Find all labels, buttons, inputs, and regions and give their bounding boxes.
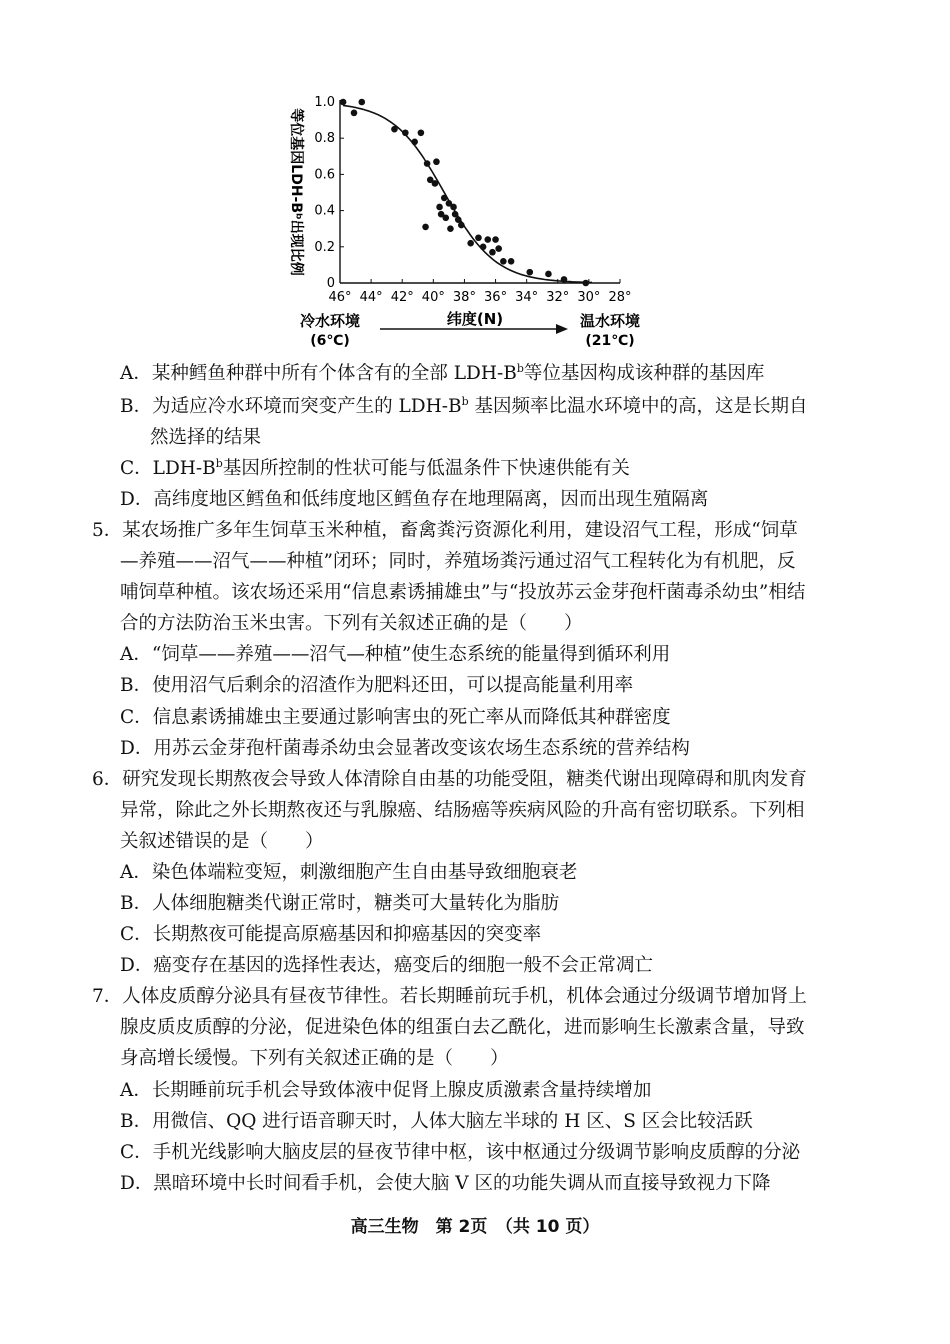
data-point — [458, 222, 465, 229]
data-point — [358, 99, 365, 106]
data-point — [391, 126, 398, 133]
chart-svg — [280, 88, 660, 353]
x-tick-label: 36° — [484, 290, 508, 305]
q6-stem-3: 关叙述错误的是（ ） — [120, 831, 324, 852]
right-env-label: 温水环境 — [579, 312, 641, 330]
y-tick-label: 0.6 — [314, 167, 335, 183]
data-point — [442, 215, 449, 222]
q5-stem-2: —养殖——沼气——种植”闭环；同时，养殖场粪污通过沼气工程转化为有机肥，反 — [120, 551, 796, 572]
left-env-temp: (6℃) — [310, 333, 350, 349]
data-point — [480, 244, 487, 251]
q6-option-a: A．染色体端粒变短，刺激细胞产生自由基导致细胞衰老 — [120, 862, 578, 883]
q4-option-b-cont: 然选择的结果 — [150, 427, 262, 448]
q5-stem-3: 哺饲草种植。该农场还采用“信息素诱捕雄虫”与“投放苏云金芽孢杆菌毒杀幼虫”相结 — [120, 582, 806, 603]
q6-option-c: C．长期熬夜可能提高原癌基因和抑癌基因的突变率 — [120, 924, 542, 945]
q7-stem-3: 身高增长缓慢。下列有关叙述正确的是（ ） — [120, 1048, 509, 1069]
data-point — [424, 160, 431, 167]
data-point — [450, 204, 457, 211]
data-point — [545, 271, 552, 278]
chart-ticks — [314, 95, 631, 305]
data-point — [492, 236, 499, 243]
q7-stem-1: 7．人体皮质醇分泌具有昼夜节律性。若长期睡前玩手机，机体会通过分级调节增加肾上 — [92, 986, 807, 1007]
x-tick-label: 32° — [546, 290, 570, 305]
q5-option-d: D．用苏云金芽孢杆菌毒杀幼虫会显著改变该农场生态系统的营养结构 — [120, 738, 690, 759]
q7-option-b: B．用微信、QQ 进行语音聊天时，人体大脑左半球的 H 区、S 区会比较活跃 — [120, 1111, 753, 1132]
q7-stem-2: 腺皮质皮质醇的分泌，促进染色体的组蛋白去乙酰化，进而影响生长激素含量，导致 — [120, 1017, 805, 1038]
data-point — [561, 276, 568, 283]
data-point — [495, 245, 502, 252]
data-point — [475, 234, 482, 241]
data-points — [340, 99, 589, 287]
data-point — [418, 129, 425, 136]
y-axis-label: 等位基因LDH-Bᵇ出现比例 — [288, 108, 304, 276]
y-tick-label: 1.0 — [314, 95, 335, 110]
arrow-head — [556, 324, 568, 334]
data-point — [411, 139, 418, 146]
q7-option-a: A．长期睡前玩手机会导致体液中促肾上腺皮质激素含量持续增加 — [120, 1080, 652, 1101]
right-env-temp: (21℃) — [585, 333, 635, 349]
latitude-allele-chart — [280, 88, 660, 353]
data-point — [433, 158, 440, 165]
x-tick-label: 28° — [608, 290, 632, 305]
q6-stem-1: 6．研究发现长期熬夜会导致人体清除自由基的功能受阻，糖类代谢出现障碍和肌肉发育 — [92, 769, 807, 790]
q7-option-c: C．手机光线影响大脑皮层的昼夜节律中枢，该中枢通过分级调节影响皮质醇的分泌 — [120, 1142, 801, 1163]
q5-stem-4: 合的方法防治玉米虫害。下列有关叙述正确的是（ ） — [120, 613, 583, 634]
data-point — [526, 269, 533, 276]
x-axis-label: 纬度(N) — [446, 310, 504, 328]
x-tick-label: 40° — [421, 290, 445, 305]
q7-option-d: D．黑暗环境中长时间看手机，会使大脑 V 区的功能失调从而直接导致视力下降 — [120, 1173, 771, 1194]
x-tick-label: 42° — [390, 290, 414, 305]
q5-option-a: A．“饲草——养殖——沼气—种植”使生态系统的能量得到循环利用 — [120, 644, 671, 665]
left-env-label: 冷水环境 — [299, 312, 361, 330]
x-tick-label: 30° — [577, 290, 601, 305]
q6-option-b: B．人体细胞糖类代谢正常时，糖类可大量转化为脂肪 — [120, 893, 560, 914]
q5-option-b: B．使用沼气后剩余的沼渣作为肥料还田，可以提高能量利用率 — [120, 675, 634, 696]
data-point — [467, 240, 474, 247]
q4-option-c: C．LDH-$B^b$基因所控制的性状可能与低温条件下快速供能有关 — [120, 456, 630, 479]
x-tick-label: 46° — [328, 290, 352, 305]
q4-option-d: D．高纬度地区鳕鱼和低纬度地区鳕鱼存在地理隔离，因而出现生殖隔离 — [120, 489, 709, 510]
data-point — [402, 129, 409, 136]
data-point — [340, 99, 347, 106]
x-tick-label: 38° — [452, 290, 476, 305]
data-point — [351, 110, 358, 117]
y-tick-label: 0.2 — [314, 239, 335, 255]
data-point — [441, 195, 448, 202]
fitted-curve — [343, 106, 592, 283]
q4-option-a: A．某种鳕鱼种群中所有个体含有的全部 LDH-$B^b$等位基因构成该种群的基因库 — [120, 361, 765, 384]
chart-axes — [340, 100, 620, 283]
q6-option-d: D．癌变存在基因的选择性表达，癌变后的细胞一般不会正常凋亡 — [120, 955, 653, 976]
q5-option-c: C．信息素诱捕雄虫主要通过影响害虫的死亡率从而降低其种群密度 — [120, 707, 671, 728]
y-tick-label: 0.8 — [314, 131, 335, 147]
data-point — [432, 180, 439, 187]
data-point — [422, 224, 429, 231]
y-tick-label: 0 — [326, 276, 335, 291]
data-point — [489, 249, 496, 256]
data-point — [484, 236, 491, 243]
q6-stem-2: 异常，除此之外长期熬夜还与乳腺癌、结肠癌等疾病风险的升高有密切联系。下列相 — [120, 800, 805, 821]
x-tick-label: 44° — [359, 290, 383, 305]
data-point — [582, 280, 589, 287]
x-tick-label: 34° — [515, 290, 539, 305]
data-point — [436, 204, 443, 211]
q5-stem-1: 5．某农场推广多年生饲草玉米种植，畜禽粪污资源化利用，建设沼气工程，形成“饲草 — [92, 520, 798, 541]
data-point — [447, 225, 454, 232]
data-point — [500, 258, 507, 265]
y-tick-label: 0.4 — [314, 203, 335, 219]
q4-option-b: B．为适应冷水环境而突变产生的 LDH-$B^b$ 基因频率比温水环境中的高，这是长期自 — [120, 394, 808, 417]
data-point — [508, 258, 515, 265]
page-footer: 高三生物 第 2页 （共 10 页） — [350, 1217, 600, 1237]
